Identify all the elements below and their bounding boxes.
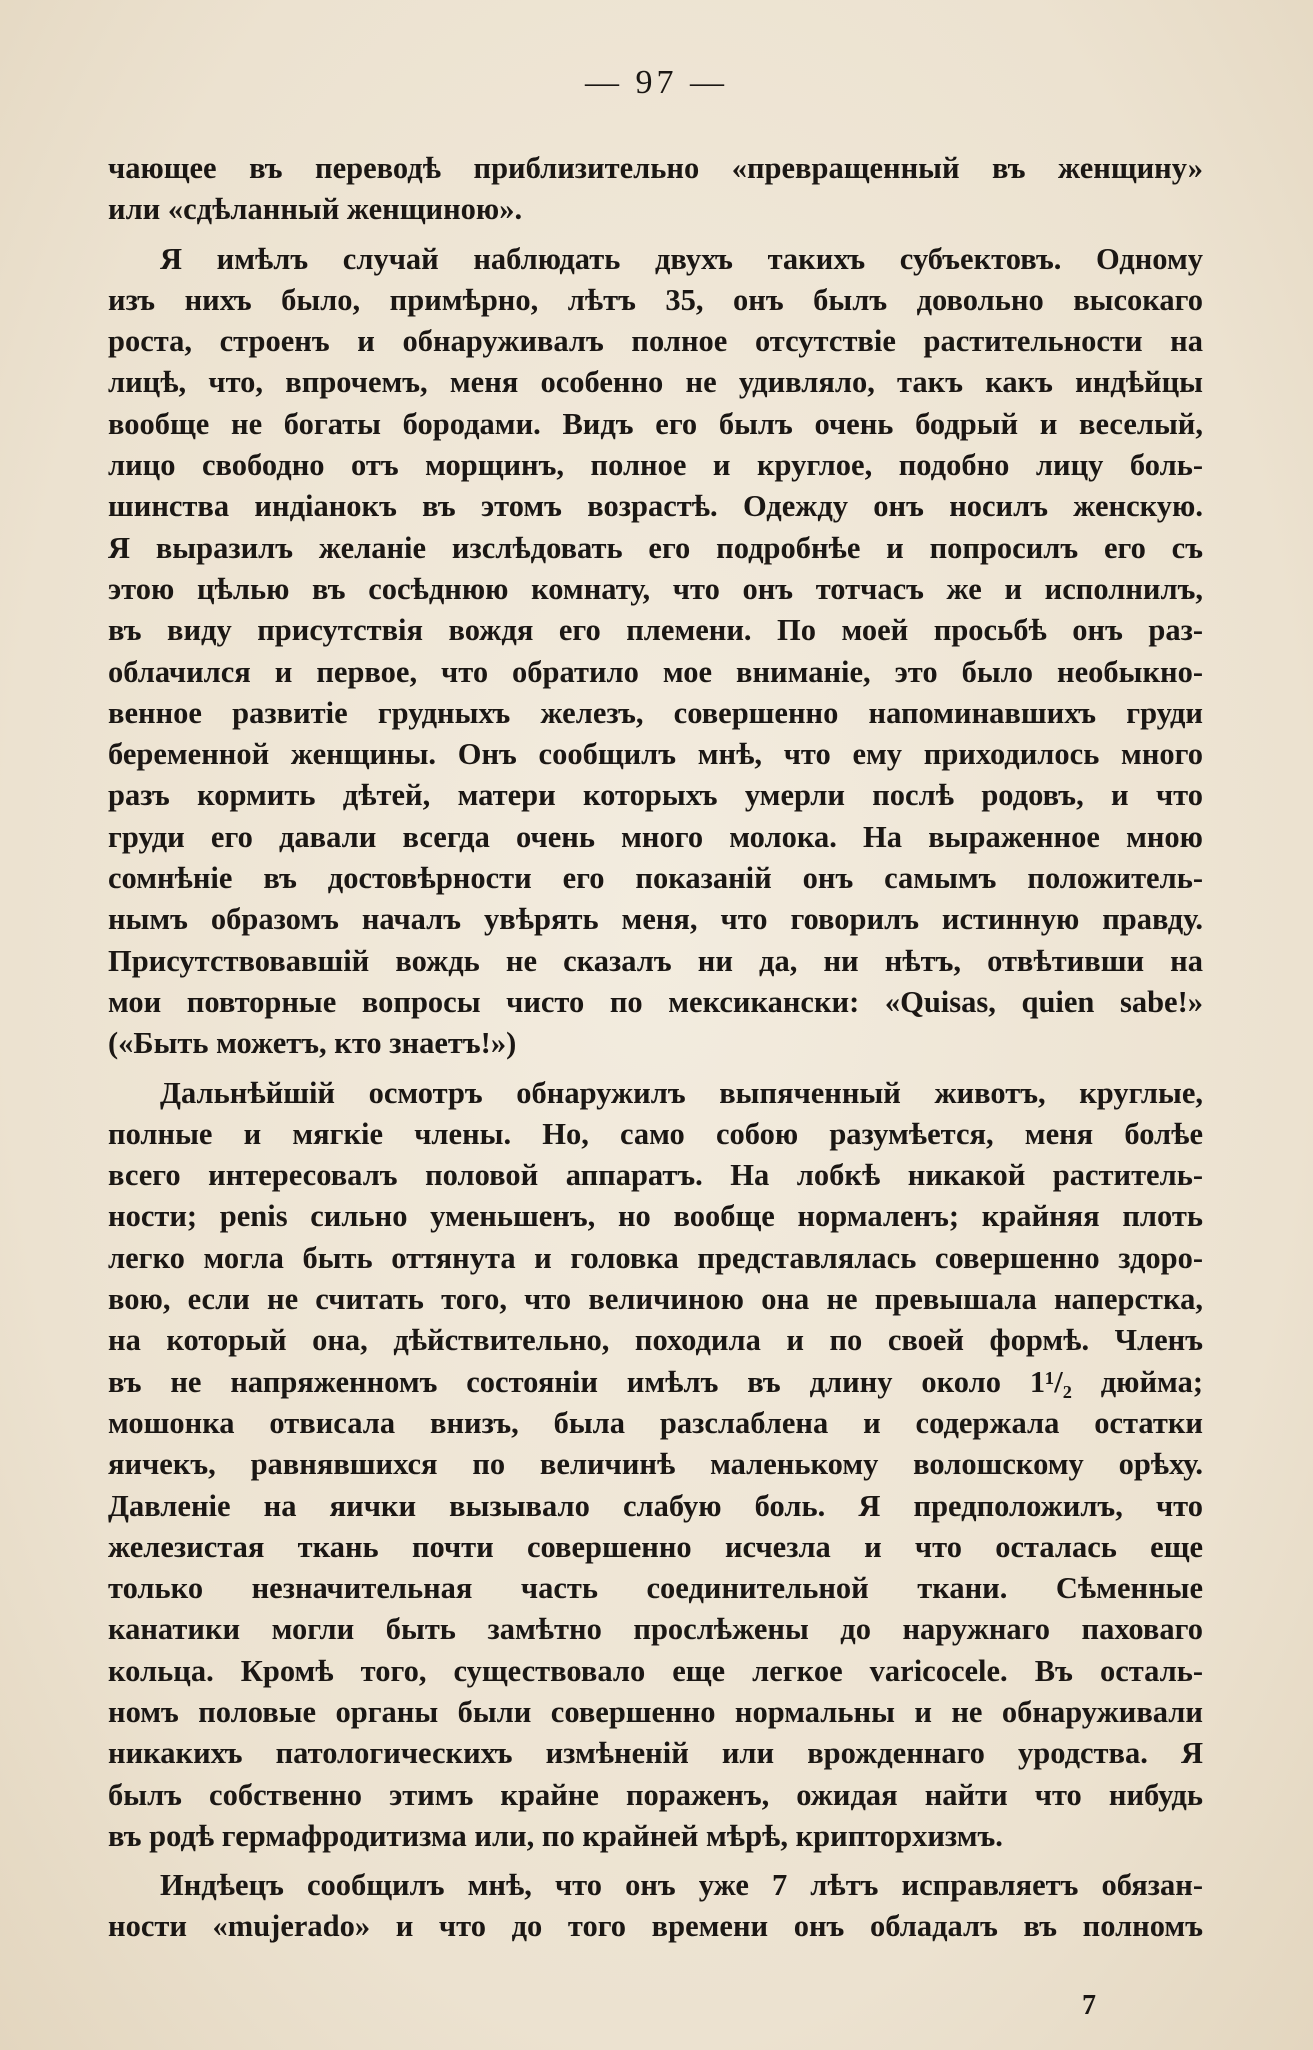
text-line: груди его давали всегда очень много молока. На выраженное мною bbox=[108, 819, 1203, 854]
text-line: венное развитіе грудныхъ железъ, совершенно напоминавшихъ груди bbox=[108, 695, 1203, 730]
text-line: железистая ткань почти совершенно исчезла и что осталась еще bbox=[108, 1529, 1203, 1564]
text-line: ности; penis сильно уменьшенъ, но вообще нормаленъ; крайняя плоть bbox=[108, 1199, 1203, 1234]
paragraph-gap bbox=[108, 1857, 1203, 1865]
text-line: облачился и первое, что обратило мое вниманіе, это было необыкно- bbox=[108, 654, 1203, 689]
text-line: ности «mujerado» и что до того времени онъ обладалъ въ полномъ bbox=[108, 1909, 1203, 1944]
text-line: полные и мягкіе члены. Но, само собою разумѣется, меня болѣе bbox=[108, 1116, 1203, 1151]
paragraph bbox=[108, 1865, 1203, 1948]
paragraph bbox=[108, 239, 1203, 1065]
text-line: въ родѣ гермафродитизма или, по крайней мѣрѣ, крипторхизмъ. bbox=[108, 1818, 1003, 1853]
text-line: этою цѣлью въ сосѣднюю комнату, что онъ тотчасъ же и исполнилъ, bbox=[108, 571, 1203, 606]
text-line: вою, если не считать того, что величиною она не превышала наперстка, bbox=[108, 1282, 1203, 1317]
text-line: только незначительная часть соединительной ткани. Сѣменные bbox=[108, 1571, 1203, 1606]
text-line: Индѣецъ сообщилъ мнѣ, что онъ уже 7 лѣтъ исправляетъ обязан- bbox=[160, 1868, 1203, 1903]
text-line: всего интересовалъ половой аппаратъ. На лобкѣ никакой раститель- bbox=[108, 1158, 1203, 1193]
text-line: лицо свободно отъ морщинъ, полное и круглое, подобно лицу боль- bbox=[108, 448, 1203, 483]
text-line: мои повторные вопросы чисто по мексикански: «Quisas, quien sabe!» bbox=[108, 984, 1203, 1019]
paragraph-gap bbox=[108, 1065, 1203, 1073]
text-line: легко могла быть оттянута и головка представлялась совершенно здоро- bbox=[108, 1240, 1203, 1275]
text-line: роста, строенъ и обнаруживалъ полное отсутствіе растительности на bbox=[108, 324, 1203, 359]
text-line: нымъ образомъ началъ увѣрять меня, что говорилъ истинную правду. bbox=[108, 902, 1203, 937]
text-line: шинства индіанокъ въ этомъ возрастѣ. Одежду онъ носилъ женскую. bbox=[108, 489, 1203, 524]
paragraph bbox=[108, 1073, 1203, 1858]
text-line: канатики могли быть замѣтно прослѣжены до наружнаго паховаго bbox=[108, 1612, 1203, 1647]
text-line: или «сдѣланный женщиною». bbox=[108, 192, 523, 227]
text-line: беременной женщины. Онъ сообщилъ мнѣ, что ему приходилось много bbox=[108, 737, 1203, 772]
text-line: кольца. Кромѣ того, существовало еще легкое varicocele. Въ осталь- bbox=[108, 1653, 1203, 1688]
text-line: Я имѣлъ случай наблюдать двухъ такихъ субъектовъ. Одному bbox=[160, 241, 1203, 276]
text-line: номъ половые органы были совершенно нормальны и не обнаруживали bbox=[108, 1694, 1203, 1729]
text-line: Дальнѣйшій осмотръ обнаружилъ выпяченный животъ, круглые, bbox=[160, 1075, 1203, 1110]
text-line: Я выразилъ желаніе изслѣдовать его подробнѣе и попросилъ его съ bbox=[108, 530, 1203, 565]
body-text bbox=[108, 148, 1203, 1948]
text-line: изъ нихъ было, примѣрно, лѣтъ 35, онъ былъ довольно высокаго bbox=[108, 282, 1203, 317]
text-line: яичекъ, равнявшихся по величинѣ маленькому волошскому орѣху. bbox=[108, 1447, 1203, 1482]
text-line: лицѣ, что, впрочемъ, меня особенно не удивляло, такъ какъ индѣйцы bbox=[108, 365, 1203, 400]
text-line: въ виду присутствія вождя его племени. По моей просьбѣ онъ раз- bbox=[108, 613, 1203, 648]
text-line: вообще не богаты бородами. Видъ его былъ очень бодрый и веселый, bbox=[108, 406, 1203, 441]
text-line: былъ собственно этимъ крайне пораженъ, ожидая найти что нибудь bbox=[108, 1777, 1203, 1812]
text-line: Давленіе на яички вызывало слабую боль. Я предположилъ, что bbox=[108, 1488, 1203, 1523]
text-line: никакихъ патологическихъ измѣненій или врожденнаго уродства. Я bbox=[108, 1736, 1203, 1771]
text-line: мошонка отвисала внизъ, была разслаблена и содержала остатки bbox=[108, 1405, 1203, 1440]
paragraph bbox=[108, 148, 1203, 231]
text-line: сомнѣніе въ достовѣрности его показаній онъ самымъ положитель- bbox=[108, 861, 1203, 896]
text-line: разъ кормить дѣтей, матери которыхъ умерли послѣ родовъ, и что bbox=[108, 778, 1203, 813]
paragraph-gap bbox=[108, 231, 1203, 239]
signature-mark: 7 bbox=[1082, 1990, 1096, 2021]
text-line: («Быть можетъ, кто знаетъ!») bbox=[108, 1026, 517, 1061]
page-number: — 97 — bbox=[585, 64, 728, 101]
text-line: въ не напряженномъ состояніи имѣлъ въ длину около 1¹/₂ дюйма; bbox=[108, 1364, 1203, 1399]
text-line: чающее въ переводѣ приблизительно «превращенный въ женщину» bbox=[108, 151, 1203, 185]
text-line: на который она, дѣйствительно, походила и по своей формѣ. Членъ bbox=[108, 1323, 1203, 1358]
text-line: Присутствовавшій вождь не сказалъ ни да, ни нѣтъ, отвѣтивши на bbox=[108, 943, 1203, 978]
